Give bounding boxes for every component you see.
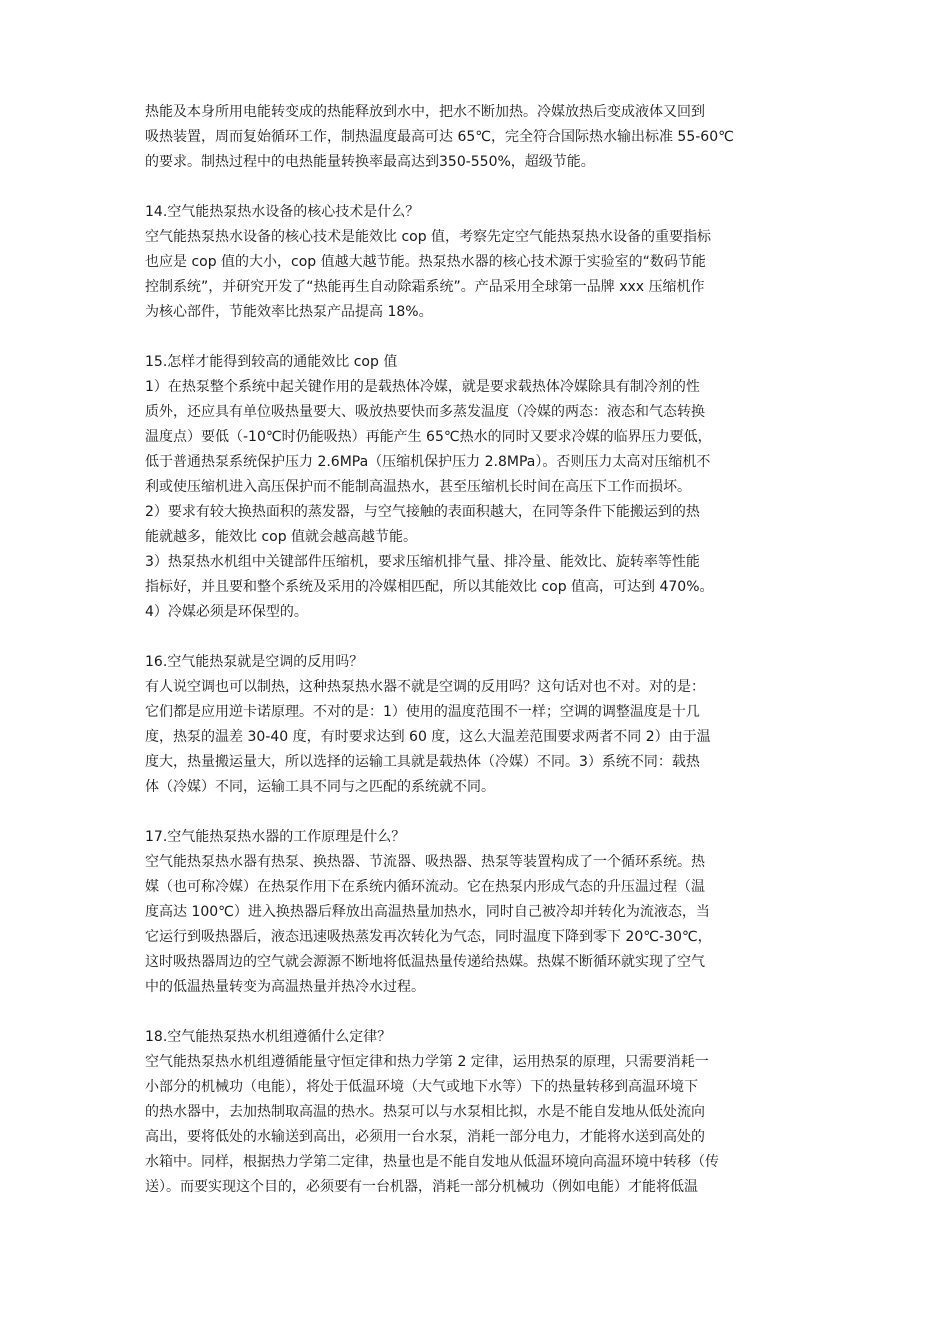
text-line: 度高达 100℃）进入换热器后释放出高温热量加热水，同时自己被冷却并转化为流液态，当: [145, 904, 710, 920]
section-heading: 17.空气能热泵热水器的工作原理是什么？: [145, 829, 406, 845]
section-16: [145, 650, 813, 800]
text-line: 低于普通热泵系统保护压力 2.6MPa（压缩机保护压力 2.8MPa）。否则压力太高对压缩机不: [145, 454, 711, 470]
text-line: 控制系统”，并研究开发了“热能再生自动除霜系统”。产品采用全球第一品牌 xxx 压缩机作: [145, 279, 705, 295]
text-line: 小部分的机械功（电能），将处于低温环境（大气或地下水等）下的热量转移到高温环境下: [145, 1079, 698, 1095]
text-line: 能就越多，能效比 cop 值就会越高越节能。: [145, 529, 418, 545]
text-line: 度，热泵的温差 30-40 度，有时要求达到 60 度，这么大温差范围要求两者不同 2）由于温: [145, 729, 711, 745]
text-line: 它们都是应用逆卡诺原理。不对的是：1）使用的温度范围不一样；空调的调整温度是十几: [145, 704, 700, 720]
text-line: 也应是 cop 值的大小，cop 值越大越节能。热泵热水器的核心技术源于实验室的“数码节能: [145, 254, 706, 270]
text-line: 1）在热泵整个系统中起关键作用的是载热体冷媒，就是要求载热体冷媒除具有制冷剂的性: [145, 379, 700, 395]
section-17: [145, 825, 813, 1000]
section-body: [145, 375, 813, 625]
intro-paragraph: [145, 100, 813, 175]
document-page: [145, 100, 813, 1200]
text-line: 吸热装置，周而复始循环工作，制热温度最高可达 65℃，完全符合国际热水输出标准 55-60℃: [145, 129, 734, 145]
section-heading: 16.空气能热泵就是空调的反用吗？: [145, 654, 364, 670]
text-line: 空气能热泵热水器有热泵、换热器、节流器、吸热器、热泵等装置构成了一个循环系统。热: [145, 854, 705, 870]
section-heading: 18.空气能热泵热水机组遵循什么定律？: [145, 1029, 392, 1045]
text-line: 温度点）要低（-10℃时仍能吸热）再能产生 65℃热水的同时又要求冷媒的临界压力要低，: [145, 429, 712, 445]
section-body: [145, 1050, 813, 1200]
text-line: 水箱中。同样，根据热力学第二定律，热量也是不能自发地从低温环境向高温环境中转移（传: [145, 1154, 719, 1170]
text-line: 它运行到吸热器后，液态迅速吸热蒸发再次转化为气态，同时温度下降到零下 20℃-30℃，: [145, 929, 712, 945]
text-line: 为核心部件，节能效率比热泵产品提高 18%。: [145, 304, 433, 320]
text-line: 这时吸热器周边的空气就会源源不断地将低温热量传递给热媒。热媒不断循环就实现了空气: [145, 954, 705, 970]
text-line: 空气能热泵热水机组遵循能量守恒定律和热力学第 2 定律，运用热泵的原理，只需要消耗一: [145, 1054, 709, 1070]
text-line: 有人说空调也可以制热，这种热泵热水器不就是空调的反用吗？这句话对也不对。对的是：: [145, 679, 705, 695]
text-line: 送）。而要实现这个目的，必须要有一台机器，消耗一部分机械功（例如电能）才能将低温: [145, 1179, 698, 1195]
section-heading: 14.空气能热泵热水设备的核心技术是什么？: [145, 204, 420, 220]
text-line: 4）冷媒必须是环保型的。: [145, 604, 308, 620]
text-line: 体（冷媒）不同，运输工具不同与之匹配的系统就不同。: [145, 779, 495, 795]
text-line: 热能及本身所用电能转变成的热能释放到水中，把水不断加热。冷媒放热后变成液体又回到: [145, 104, 705, 120]
text-line: 空气能热泵热水设备的核心技术是能效比 cop 值，考察先定空气能热泵热水设备的重要指标: [145, 229, 712, 245]
text-line: 3）热泵热水机组中关键部件压缩机，要求压缩机排气量、排冷量、能效比、旋转率等性能: [145, 554, 700, 570]
section-body: [145, 850, 813, 1000]
text-line: 的热水器中，去加热制取高温的热水。热泵可以与水泵相比拟，水是不能自发地从低处流向: [145, 1104, 705, 1120]
text-line: 2）要求有较大换热面积的蒸发器，与空气接触的表面积越大，在同等条件下能搬运到的热: [145, 504, 700, 520]
text-line: 利或使压缩机进入高压保护而不能制高温热水，甚至压缩机长时间在高压下工作而损坏。: [145, 479, 691, 495]
section-heading: 15.怎样才能得到较高的通能效比 cop 值: [145, 354, 398, 370]
text-line: 高出，要将低处的水输送到高出，必须用一台水泵，消耗一部分电力，才能将水送到高处的: [145, 1129, 705, 1145]
section-body: [145, 675, 813, 800]
section-body: [145, 225, 813, 325]
section-14: [145, 200, 813, 325]
text-line: 指标好，并且要和整个系统及采用的冷媒相匹配，所以其能效比 cop 值高，可达到 470%。: [145, 579, 714, 595]
text-line: 质外，还应具有单位吸热量要大、吸放热要快而多蒸发温度（冷媒的两态：液态和气态转换: [145, 404, 705, 420]
text-line: 的要求。制热过程中的电热能量转换率最高达到350-550%，超级节能。: [145, 154, 595, 170]
text-line: 度大，热量搬运量大，所以选择的运输工具就是载热体（冷媒）不同。3）系统不同：载热: [145, 754, 700, 770]
text-line: 中的低温热量转变为高温热量并热冷水过程。: [145, 979, 425, 995]
text-line: 媒（也可称冷媒）在热泵作用下在系统内循环流动。它在热泵内形成气态的升压温过程（温: [145, 879, 705, 895]
section-18: [145, 1025, 813, 1200]
section-15: [145, 350, 813, 625]
